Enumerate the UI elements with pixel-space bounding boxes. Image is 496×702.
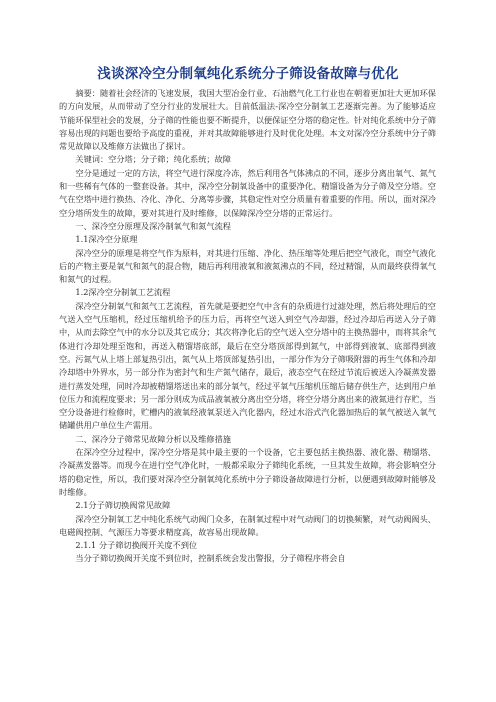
- section-2-1-paragraph: 深冷空分制氧工艺中纯化系统气动阀门众多，在制氧过程中对气动阀门的切换频繁，对气动阀阀头、电磁阀控制、气源压力等要求精度高，故容易出现故障。: [59, 513, 436, 537]
- section-1-heading: 一、深冷空分原理及深冷制氧气和氮气流程: [75, 220, 231, 231]
- article-title: 浅谈深冷空分制氧纯化系统分子筛设备故障与优化: [97, 66, 399, 82]
- section-2-1-1-paragraph: 当分子筛切换阀开关度不到位时，控制系统会发出警报，分子筛程序将会自: [75, 553, 346, 564]
- section-1-2-heading: 1.2深冷空分制氧工艺流程: [75, 287, 171, 298]
- section-1-1-heading: 1.1深冷空分原理: [75, 234, 138, 245]
- abstract-paragraph: 摘要：随着社会经济的飞速发展，我国大型冶金行业、石油燃气化工行业也在朝着更加壮大更加环保的方向发展，从而带动了空分行业的发展壮大。目前低温法-深冷空分制氧工艺逐渐完善。为了能够适应节能环保型社会的发展，分子筛的性能也要不断提升，以便保证空分塔的稳定性。针对纯化系统中分子筛容易出现的问题也要给予高度的重视，并对其故障能够进行及时优化处理。本文对深冷空分系统中分子筛常见故障以及维修方法做出了探讨。: [59, 88, 436, 152]
- section-2-heading: 二、深冷分子筛常见故障分析以及维修措施: [75, 433, 231, 444]
- section-2-1-1-heading: 2.1.1 分子筛切换阀开关度不到位: [75, 540, 198, 551]
- section-1-1-paragraph: 深冷空分的原理是将空气作为原料，对其进行压缩、净化、热压缩等处理后把空气液化，而空气液化后的产物主要是氧气和氮气的混合物，随后再利用液氧和液氮沸点的不同，经过精馏，从而最终获得氧气和氮气的过程。: [59, 247, 436, 285]
- intro-paragraph: 空分是通过一定的方法，将空气进行深度冷冻，然后利用各气体沸点的不同，逐步分离出氧气、氮气和一些稀有气体的一整套设备。其中，深冷空分制氧设备中的重要净化、精馏设备为分子筛及空分塔。空气在空塔中进行换热、冷化、净化、分离等步骤，其稳定性对空分质量有着重要的作用。所以，面对深冷空分塔所发生的故障，要对其进行及时维修，以保障深冷空分塔的正常运行。: [59, 167, 436, 218]
- article-body: [59, 87, 436, 566]
- keywords-line: 关键词：空分塔；分子筛；纯化系统；故障: [75, 154, 231, 165]
- section-2-1-heading: 2.1分子筛切换阀常见故障: [75, 500, 171, 511]
- section-2-paragraph: 在深冷空分过程中，深冷空分塔是其中最主要的一个设备，它主要包括主换热器、液化器、精馏塔、冷凝蒸发器等。而现今在进行空气净化时，一般都采取分子筛纯化系统，一旦其发生故障，将会影响空分塔的稳定性，所以，我们要对深冷空分制氧纯化系统中分子筛设备故障进行分析，以便遇到故障时能够及时维修。: [59, 447, 436, 497]
- section-1-2-paragraph: 深冷空分制氧气和氮气工艺流程，首先就是要把空气中含有的杂质进行过滤处理，然后将处理后的空气送入空气压缩机，经过压缩机给予的压力后，再将空气送入到空气冷却器，经过冷却后再送入分子筛中，从而去除空气中的水分以及其它成分；其次将净化后的空气送入空分塔中的主换热器中，而将其余气体进行冷却处理至饱和，再送入精馏塔底部，最后在空分塔顶部得到氮气，中部得到液氧、底部得到液空。污氮气从上塔上部复热引出，氮气从上塔顶部复热引出，一部分作为分子筛吸附器的再生气体和冷却冷却塔中外界水，另一部分作为密封气和生产氮气储存，最后，液态空气在经过节流后被送入冷凝蒸发器进行蒸发处理，同时冷却被精馏塔送出来的部分氧气，经过平氧气压缩机压缩后储存供生产，达到用户单位压力和流程度要求；另一部分则成为成品液氧被分离出空分塔，将空分塔分离出来的液氮进行存贮，当空分设备进行检修时，贮槽内的液氧经液氧泵送入汽化器内，经过水浴式汽化器加热后的氧气被送入氧气储罐供用户单位生产需用。: [59, 300, 436, 431]
